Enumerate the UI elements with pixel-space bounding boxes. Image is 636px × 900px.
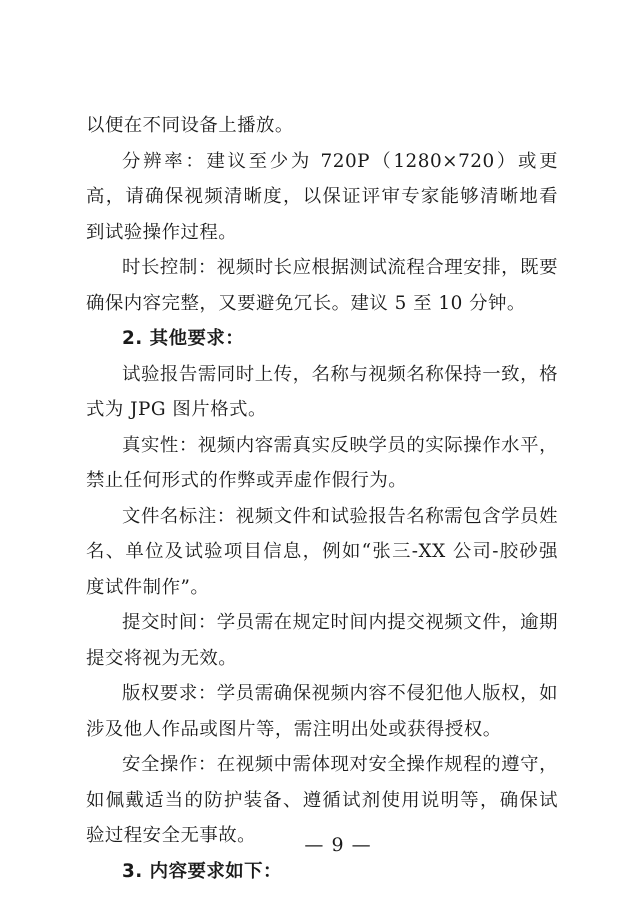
paragraph-authenticity: 真实性：视频内容需真实反映学员的实际操作水平，禁止任何形式的作弊或弄虚作假行为。 — [86, 434, 558, 491]
paragraph-resolution: 分辨率：建议至少为 720P（1280×720）或更高，请确保视频清晰度，以保证评审专家能够清晰地看到试验操作过程。 — [86, 150, 558, 243]
paragraph-test-report: 试验报告需同时上传，名称与视频名称保持一致，格式为 JPG 图片格式。 — [86, 363, 558, 420]
paragraph-continuation: 以便在不同设备上播放。 — [86, 115, 294, 136]
paragraph-copyright: 版权要求：学员需确保视频内容不侵犯他人版权，如涉及他人作品或图片等，需注明出处或获得授权。 — [86, 683, 558, 740]
paragraph-safety: 安全操作：在视频中需体现对安全操作规程的遵守，如佩戴适当的防护装备、遵循试剂使用说明等，确保试验过程安全无事故。 — [86, 754, 558, 846]
page-number: — 9 — — [304, 834, 372, 856]
section-heading-other-requirements: 2. 其他要求： — [122, 328, 245, 349]
section-heading-content-requirements: 3. 内容要求如下： — [122, 860, 282, 882]
paragraph-file-naming: 文件名标注：视频文件和试验报告名称需包含学员姓名、单位及试验项目信息，例如“张三-XX 公司-胶砂强度试件制作”。 — [86, 505, 558, 598]
paragraph-submission-time: 提交时间：学员需在规定时间内提交视频文件，逾期提交将视为无效。 — [86, 612, 558, 669]
paragraph-duration: 时长控制：视频时长应根据测试流程合理安排，既要确保内容完整，又要避免冗长。建议 5 至 10 分钟。 — [86, 257, 558, 314]
document-body — [86, 108, 558, 889]
